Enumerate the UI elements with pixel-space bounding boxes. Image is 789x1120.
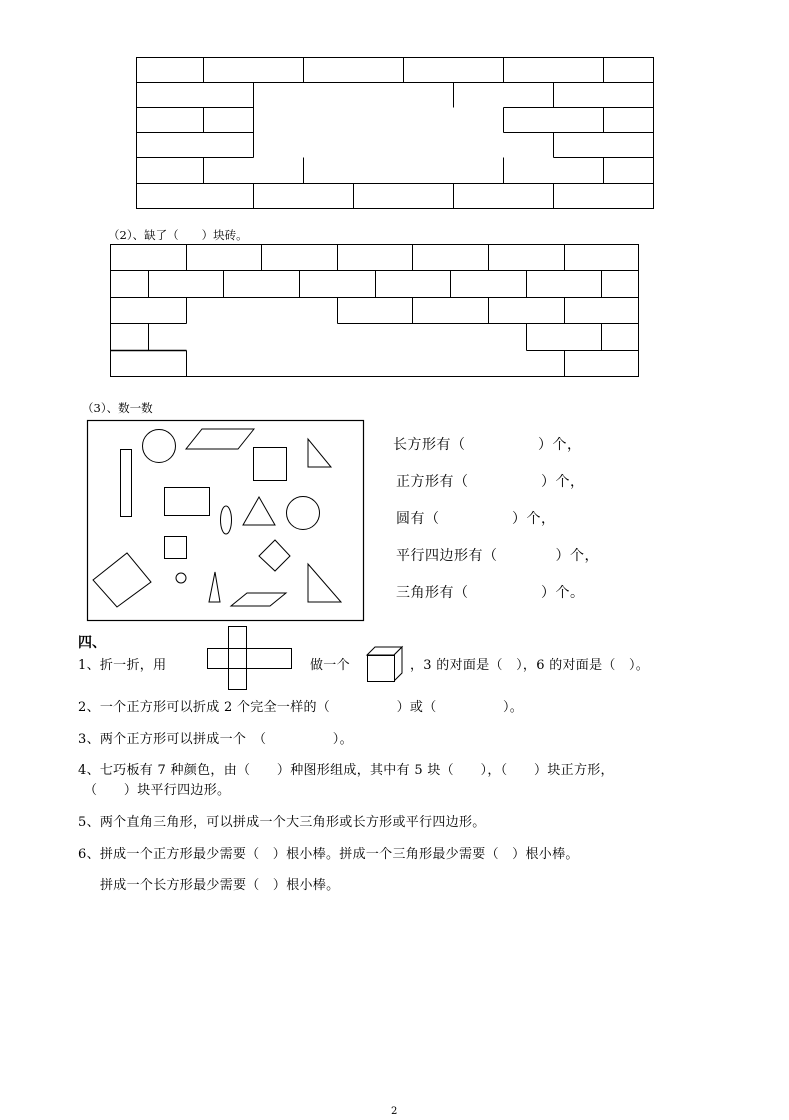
q1-suffix: ，3 的对面是（ ），6 的对面是（ ）。 xyxy=(410,658,650,673)
q4-line1: 4、七巧板有 7 种颜色，由（ ）种图形组成，其中有 5 块（ ），（ ）块正方形， xyxy=(78,763,614,778)
q4-line2: （ ）块平行四边形。 xyxy=(84,783,231,798)
part3-label: （3）、数一数 xyxy=(82,401,153,415)
cube-icon xyxy=(367,647,402,682)
q2: 2、一个正方形可以折成 2 个完全一样的（ ）或（ ）。 xyxy=(78,700,524,715)
q6-line1: 6、拼成一个正方形最少需要（ ）根小棒。拼成一个三角形最少需要（ ）根小棒。 xyxy=(78,847,579,862)
q6-line2: 拼成一个长方形最少需要（ ）根小棒。 xyxy=(100,878,340,893)
q5: 5、两个直角三角形，可以拼成一个大三角形或长方形或平行四边形。 xyxy=(78,815,486,830)
q1-prefix: 1、折一折，用 xyxy=(78,658,167,673)
part2-label: （2）、缺了（ ）块砖。 xyxy=(108,228,248,242)
q3: 3、两个正方形可以拼成一个 （ ）。 xyxy=(78,732,353,747)
count-parallelogram: 平行四边形有（ ）个， xyxy=(396,548,599,564)
q1-middle: 做一个 xyxy=(310,658,350,673)
count-triangle: 三角形有（ ）个。 xyxy=(396,585,585,601)
section4-title: 四、 xyxy=(78,635,106,651)
count-rectangle: 长方形有（ ）个， xyxy=(393,437,582,453)
page-number: 2 xyxy=(391,1106,398,1117)
count-square: 正方形有（ ）个， xyxy=(396,474,585,490)
count-circle: 圆有（ ）个， xyxy=(396,511,556,527)
